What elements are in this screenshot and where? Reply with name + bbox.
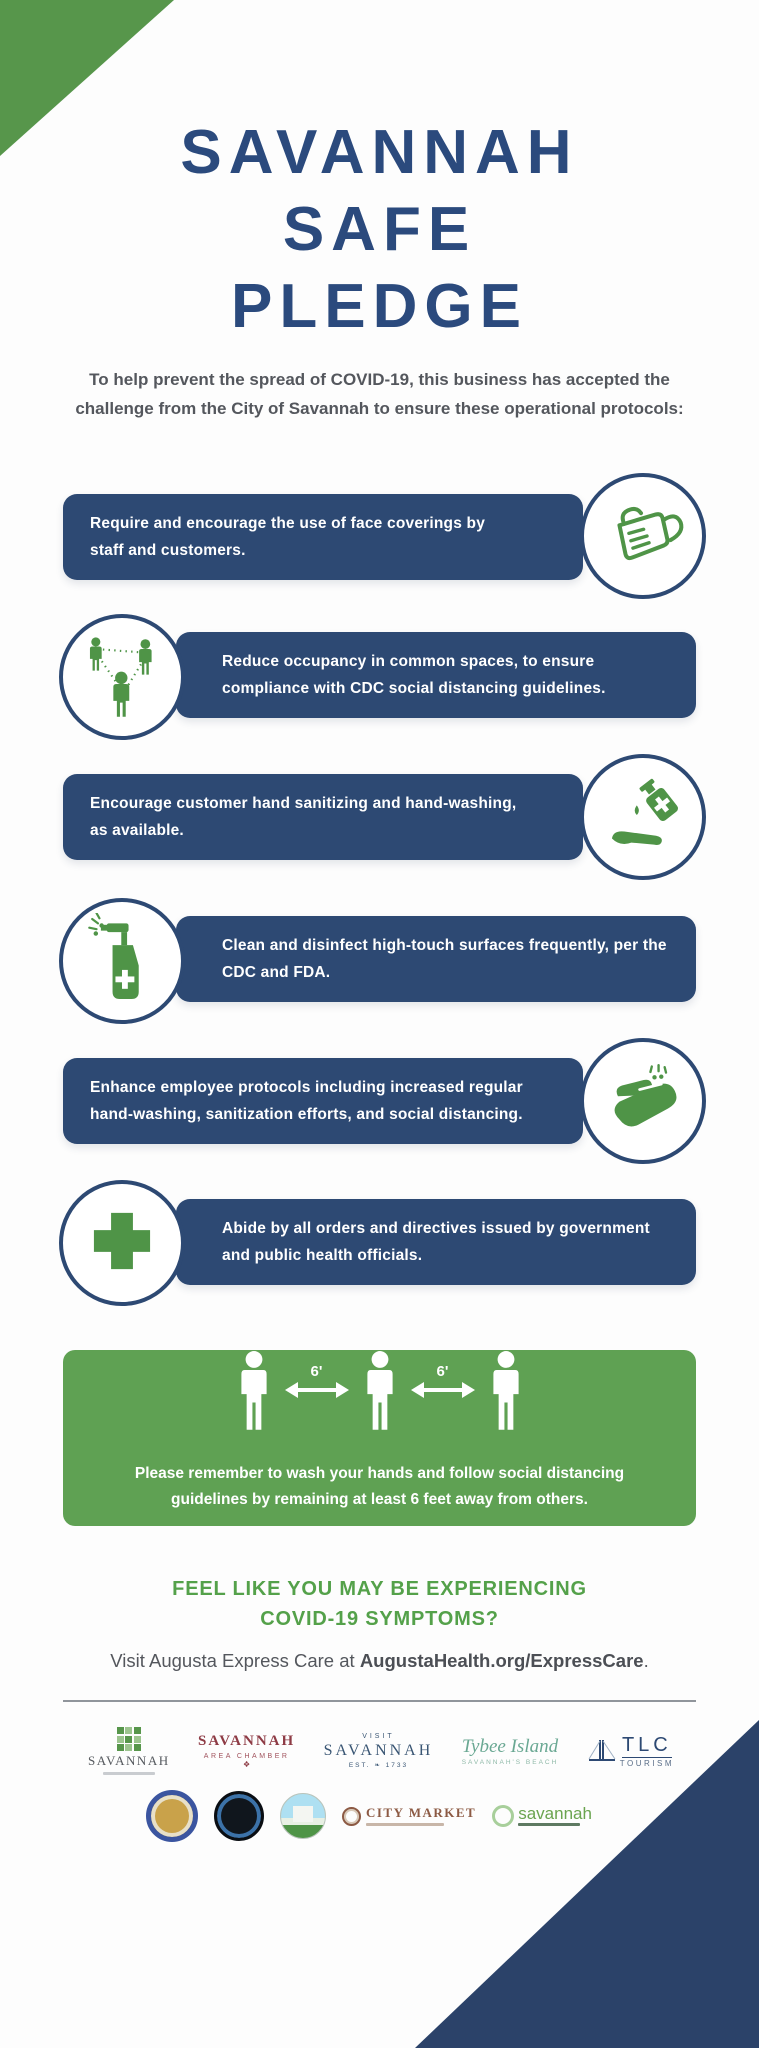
protocol-bar-employee-protocols (63, 1058, 583, 1144)
express-care-suffix: . (643, 1650, 649, 1671)
chamber-mark-icon: ❖ (243, 1759, 251, 1769)
waterfront-association-seal (214, 1791, 264, 1841)
logo-label: savannah (518, 1804, 592, 1823)
round-seal-icon (214, 1791, 264, 1841)
face-mask-icon (599, 497, 687, 576)
protocol-bar-face-coverings (63, 494, 583, 580)
protocol-icon-circle (59, 898, 185, 1024)
logo-label: SAVANNAH (88, 1753, 170, 1769)
distance-label: 6' (436, 1362, 449, 1380)
hand-washing-icon (599, 1059, 687, 1144)
express-care-link[interactable]: AugustaHealth.org/ExpressCare (359, 1650, 644, 1671)
social-distance-banner (63, 1350, 696, 1526)
medical-cross-icon (83, 1202, 161, 1285)
protocol-bar-reduce-occupancy (176, 632, 696, 718)
person-icon (233, 1350, 275, 1434)
logo-label: TLC (621, 1733, 672, 1756)
rosette-icon (342, 1807, 361, 1826)
footer-divider (63, 1700, 696, 1702)
city-market-logo (342, 1806, 476, 1826)
protocol-text: Reduce occupancy in common spaces, to ensure compliance with CDC social distancing guidelines. (222, 653, 606, 697)
symptoms-heading-line2: COVID-19 SYMPTOMS? (260, 1608, 499, 1630)
tybee-island-logo (462, 1736, 559, 1766)
double-arrow-icon (285, 1379, 349, 1401)
logo-label: SAVANNAH (323, 1741, 434, 1759)
hand-sanitizer-icon (598, 775, 688, 860)
double-arrow-icon (411, 1379, 475, 1401)
logo-sublabel: EST. ❧ 1733 (348, 1761, 409, 1769)
title-line-3: PLEDGE (231, 271, 528, 341)
protocol-bar-abide-orders (176, 1199, 696, 1285)
logo-sublabel: SAVANNAH'S BEACH (461, 1758, 559, 1766)
logo-sublabel: AREA CHAMBER (203, 1752, 290, 1760)
city-squares-icon (117, 1727, 141, 1751)
protocol-bar-clean-disinfect (176, 916, 696, 1002)
spray-bottle-icon (82, 913, 162, 1010)
title-line-2: SAFE (282, 194, 477, 264)
protocol-bar-hand-sanitizing (63, 774, 583, 860)
symptoms-section (0, 1574, 759, 1672)
person-icon (485, 1350, 527, 1434)
express-care-line (0, 1650, 759, 1672)
protocol-text: Encourage customer hand sanitizing and hand-washing, as available. (90, 795, 517, 839)
protocol-text: Enhance employee protocols including increased regular hand-washing, sanitization efforts, and social distancing. (90, 1079, 523, 1123)
logo-label: CITY MARKET (365, 1805, 477, 1821)
logo-fine-print (103, 1772, 155, 1775)
protocol-icon-circle (580, 1038, 706, 1164)
protocol-icon-circle (580, 754, 706, 880)
logo-toplabel: VISIT (362, 1732, 395, 1740)
riverboat-cruises-logo (280, 1793, 326, 1839)
footer-logos-row2 (146, 1792, 592, 1840)
social-distancing-icon (76, 631, 168, 724)
tourism-council-seal (146, 1790, 198, 1842)
bridge-icon (587, 1738, 617, 1764)
distance-figures (233, 1350, 527, 1434)
visit-savannah-logo (324, 1733, 434, 1770)
express-care-prefix: Visit Augusta Express Care at (110, 1650, 360, 1671)
distance-gap (285, 1362, 349, 1401)
protocol-text: Clean and disinfect high-touch surfaces frequently, per the CDC and FDA. (222, 937, 667, 981)
round-seal-icon (146, 1790, 198, 1842)
downtown-business-association-logo (492, 1805, 592, 1827)
savannah-area-chamber-logo (198, 1733, 295, 1768)
page-title (0, 114, 759, 345)
ring-icon (492, 1805, 514, 1827)
symptoms-heading (0, 1574, 759, 1634)
city-of-savannah-logo (88, 1727, 170, 1775)
logo-sublabel: TOURISM (619, 1758, 674, 1768)
symptoms-heading-line1: FEEL LIKE YOU MAY BE EXPERIENCING (172, 1578, 587, 1600)
protocol-text: Abide by all orders and directives issued by government and public health officials. (222, 1220, 650, 1264)
tlc-tourism-logo (587, 1734, 674, 1768)
logo-label: SAVANNAH (198, 1733, 296, 1750)
footer-logos-row1 (88, 1720, 674, 1782)
protocol-icon-circle (580, 473, 706, 599)
person-icon (359, 1350, 401, 1434)
logo-fine-print (366, 1823, 444, 1826)
protocol-icon-circle (59, 1180, 185, 1306)
protocol-text: Require and encourage the use of face coverings by staff and customers. (90, 515, 486, 559)
intro-text: To help prevent the spread of COVID-19, this business has accepted the challenge from the City of Savannah to ensure these operational protocols: (75, 370, 684, 418)
logo-fine-print (518, 1823, 580, 1826)
protocol-icon-circle (59, 614, 185, 740)
title-line-1: SAVANNAH (180, 117, 579, 187)
distance-label: 6' (310, 1362, 323, 1380)
banner-caption: Please remember to wash your hands and follow social distancing guidelines by remaining at least 6 feet away from others. (134, 1465, 625, 1508)
distance-gap (411, 1362, 475, 1401)
round-scene-icon (280, 1793, 326, 1839)
logo-label: Tybee Island (461, 1735, 559, 1757)
